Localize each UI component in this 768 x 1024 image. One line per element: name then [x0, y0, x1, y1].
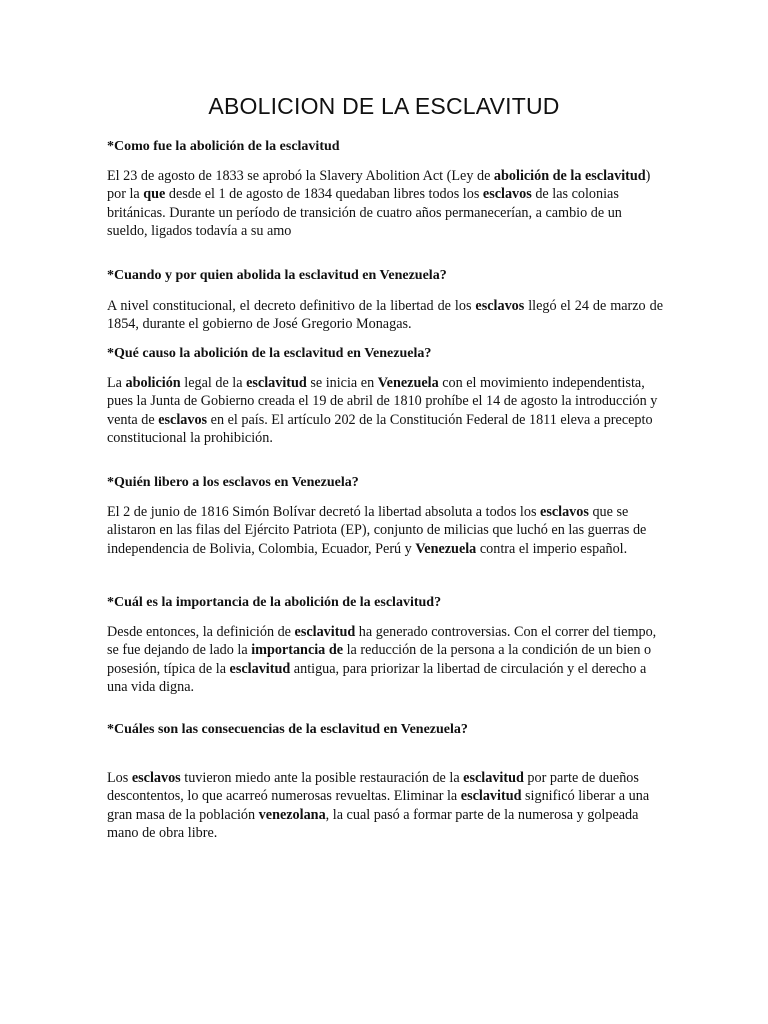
section-question: *Cuáles son las consecuencias de la esclavitud en Venezuela? [107, 722, 468, 737]
bold-text-run: esclavitud [229, 660, 291, 677]
section-question: *Quién libero a los esclavos en Venezuela? [107, 475, 359, 490]
text-run: por parte de dueños descontentos, lo que acarreó numerosas revueltas. Eliminar la [107, 770, 639, 805]
bold-text-run: esclavos [482, 186, 532, 203]
text-run: El 2 de junio de 1816 Simón Bolívar decretó la libertad absoluta a todos los [107, 504, 541, 520]
section-question: *Cuál es la importancia de la abolición de la esclavitud? [107, 595, 442, 610]
text-run: con el movimiento independentista, pues la Junta de Gobierno creada el 19 de abril de 1810 prohíbe el 14 de agosto la introducción y venta de [107, 375, 658, 428]
text-run: , la cual pasó a formar parte de la numerosa y golpeada mano de obra libre. [107, 806, 639, 841]
section-question: *Qué causo la abolición de la esclavitud en Venezuela? [107, 346, 432, 361]
document-title: ABOLICION DE LA ESCLAVITUD [208, 93, 560, 119]
section-paragraph [107, 167, 663, 240]
bold-text-run: esclavitud [294, 624, 356, 640]
section-quien-libero [107, 474, 663, 558]
bold-text-run: esclavitud [460, 788, 522, 805]
section-cuando-y-por-quien [107, 267, 663, 334]
section-paragraph [107, 623, 663, 696]
text-run: ) por la [107, 168, 651, 203]
text-run: contra el imperio español. [476, 540, 628, 557]
section-que-causo [107, 345, 663, 447]
bold-text-run: Venezuela [377, 375, 439, 391]
text-run: Desde entonces, la definición de [107, 624, 295, 640]
bold-text-run: importancia de [251, 642, 344, 659]
bold-text-run: esclavitud [463, 770, 524, 786]
text-run: antigua, para priorizar la libertad de circulación y el derecho a una vida digna. [107, 660, 647, 695]
text-run: El 23 de agosto de 1833 se aprobó la Slavery Abolition Act (Ley de [107, 168, 494, 184]
section-question: *Como fue la abolición de la esclavitud [107, 139, 340, 154]
text-run: se inicia en [306, 375, 378, 391]
text-run: la reducción de la persona a la condición de un bien o posesión, típica de la [107, 642, 652, 677]
section-paragraph [107, 503, 663, 558]
text-run: significó liberar a una gran masa de la población [107, 788, 650, 823]
bold-text-run: esclavos [131, 770, 181, 786]
text-run: Los [107, 770, 132, 786]
bold-text-run: esclavos [158, 411, 208, 428]
bold-text-run: abolición de la esclavitud [493, 168, 646, 184]
text-run: llegó el 24 de marzo de 1854, durante el gobierno de José Gregorio Monagas. [107, 298, 663, 333]
bold-text-run: venezolana [258, 806, 326, 823]
text-run: tuvieron miedo ante la posible restauración de la [180, 770, 464, 786]
section-importancia [107, 594, 663, 696]
section-consecuencias [107, 721, 663, 842]
section-paragraph [107, 374, 663, 447]
text-run: en el país. El artículo 202 de la Constitución Federal de 1811 eleva a precepto constitucional la prohibición. [107, 411, 653, 446]
text-run: legal de la [180, 375, 247, 391]
bold-text-run: esclavos [540, 504, 589, 520]
bold-text-run: esclavitud [246, 375, 307, 391]
section-paragraph [107, 769, 663, 842]
bold-text-run: que [143, 186, 166, 203]
bold-text-run: Venezuela [415, 540, 477, 557]
section-como-fue [107, 138, 663, 240]
text-run: ha generado controversias. Con el correr del tiempo, se fue dejando de lado la [107, 624, 657, 659]
section-question: *Cuando y por quien abolida la esclavitud en Venezuela? [107, 268, 447, 283]
text-run: La [107, 375, 126, 391]
text-run: desde el 1 de agosto de 1834 quedaban libres todos los [165, 186, 483, 203]
text-run: que se alistaron en las filas del Ejército Patriota (EP), conjunto de milicias que luchó en las guerras de independencia de Bolivia, Colombia, Ecuador, Perú y [107, 504, 647, 557]
text-run: A nivel constitucional, el decreto definitivo de la libertad de los [107, 298, 476, 314]
bold-text-run: abolición [125, 375, 181, 391]
text-run: de las colonias británicas. Durante un período de transición de cuatro años permanecerían, a cambio de un sueldo, ligados todavía a su amo [107, 186, 622, 239]
section-paragraph [107, 297, 663, 334]
bold-text-run: esclavos [475, 298, 525, 314]
